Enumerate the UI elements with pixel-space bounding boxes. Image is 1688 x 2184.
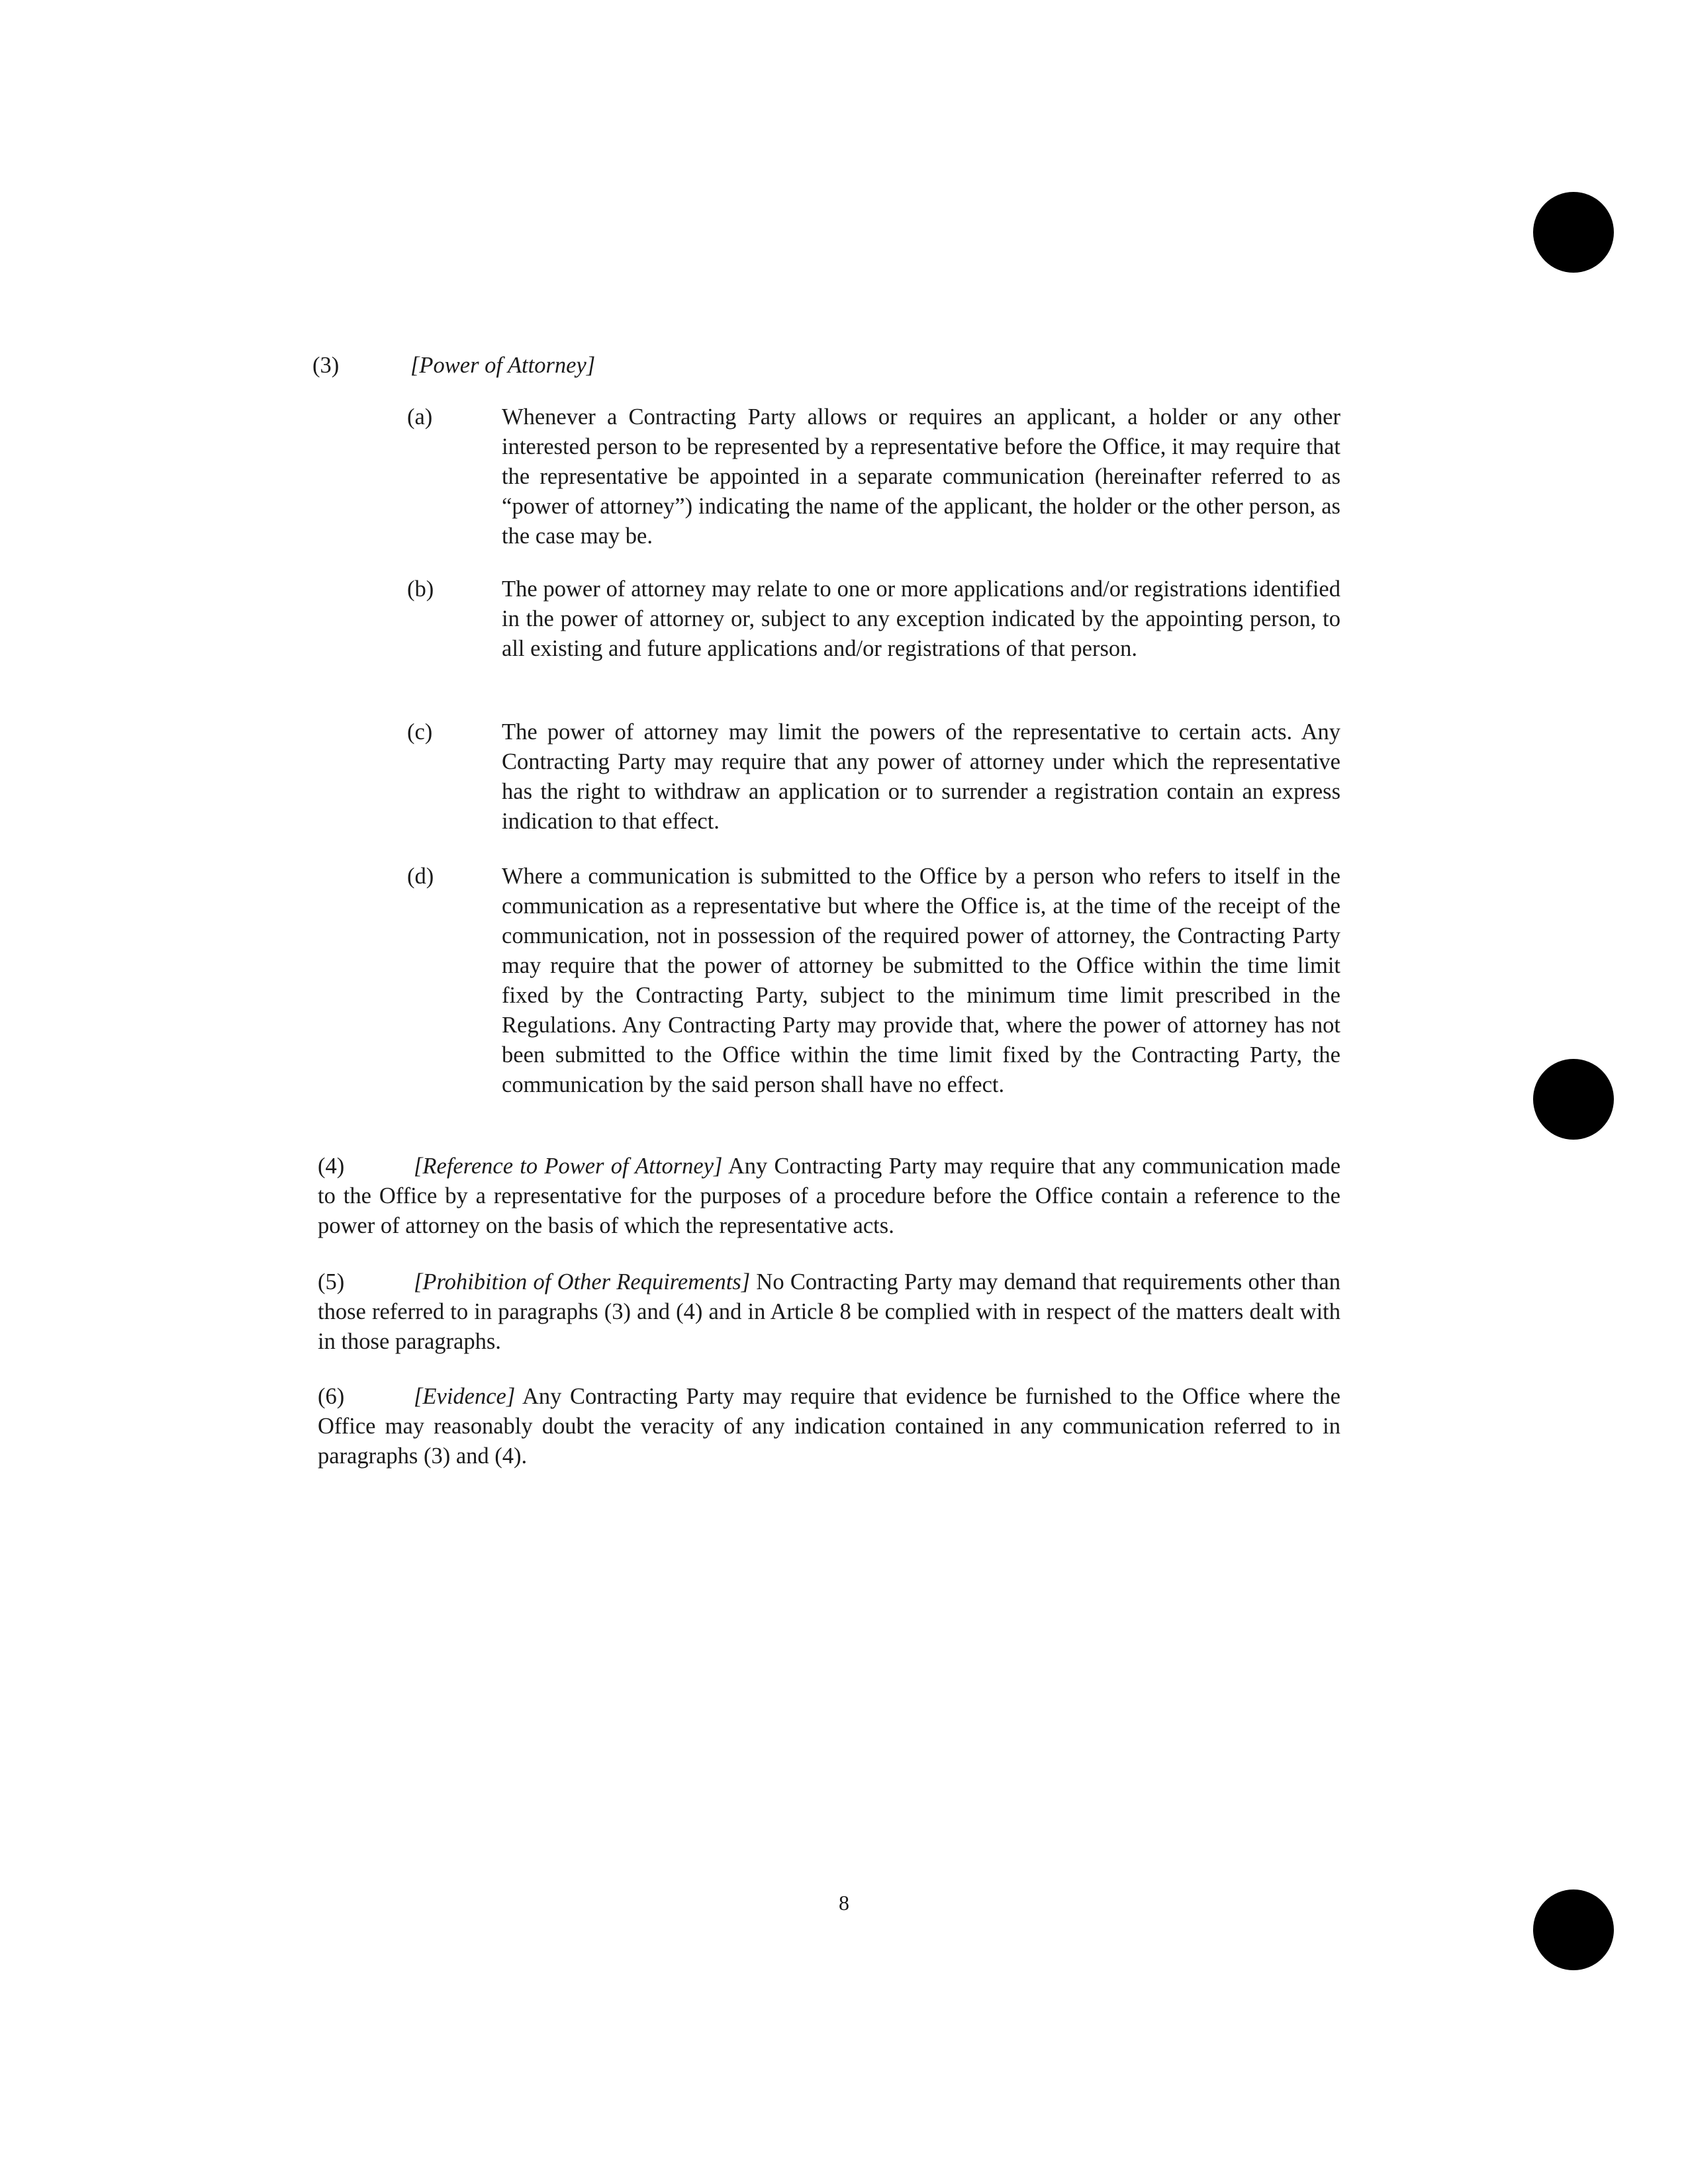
- section-6-text: Any Contracting Party may require that evidence be furnished to the Office where the Office may reasonably doubt the veracity of any indication contained in any communication referred to in paragraphs (3) and (4).: [318, 1384, 1340, 1469]
- section-6-paragraph: [318, 1382, 1340, 1471]
- section-3-number: (3): [312, 353, 340, 378]
- section-3-heading: [312, 351, 1345, 381]
- section-4-text: Any Contracting Party may require that any communication made to the Office by a representative for the purposes of a procedure before the Office contain a reference to the power of attorney on the basis of which the representative acts.: [318, 1154, 1341, 1238]
- section-4-number: (4): [318, 1154, 345, 1179]
- section-4-paragraph: [318, 1152, 1340, 1241]
- section-5-number: (5): [318, 1269, 345, 1295]
- item-label: (d): [407, 864, 434, 889]
- section-6-number: (6): [318, 1384, 345, 1409]
- item-text: The power of attorney may relate to one or more applications and/or registrations identified in the power of attorney or, subject to any exception indicated by the appointing person, to all existing and future applications and/or registrations of that person.: [502, 576, 1340, 661]
- section-3-title: [Power of Attorney]: [410, 353, 596, 378]
- section-5-title: [Prohibition of Other Requirements]: [414, 1269, 751, 1295]
- punch-hole-top: [1533, 192, 1614, 273]
- item-label: (a): [407, 404, 433, 430]
- section-5-paragraph: [318, 1267, 1340, 1357]
- section-4-title: [Reference to Power of Attorney]: [414, 1154, 723, 1179]
- page-number: 8: [839, 1891, 849, 1915]
- item-text: Where a communication is submitted to the Office by a person who refers to itself in the communication as a representative but where the Office is, at the time of the receipt of the communication, not in possession of the required power of attorney, the Contracting Party may require that the power of attorney be submitted to the Office within the time limit fixed by the Contracting Party, subject to the minimum time limit prescribed in the Regulations. Any Contracting Party may provide that, where the power of attorney has not been submitted to the Office within the time limit fixed by the Contracting Party, the communication by the said person shall have no effect.: [502, 864, 1340, 1097]
- item-label: (b): [407, 576, 434, 602]
- item-text: Whenever a Contracting Party allows or requires an applicant, a holder or any other interested person to be represented by a representative before the Office, it may require that the representative be appointed in a separate communication (hereinafter referred to as “power of attorney”) indicating the name of the applicant, the holder or the other person, as the case may be.: [502, 404, 1340, 549]
- item-label: (c): [407, 719, 433, 745]
- punch-hole-middle: [1533, 1059, 1614, 1140]
- section-6-title: [Evidence]: [414, 1384, 516, 1409]
- section-5-text: No Contracting Party may demand that requirements other than those referred to in paragraphs (3) and (4) and in Article 8 be complied with in respect of the matters dealt with in those paragraphs.: [318, 1269, 1340, 1354]
- item-text: The power of attorney may limit the powers of the representative to certain acts. Any Contracting Party may require that any power of attorney under which the representative has the right to withdraw an application or to surrender a registration contain an express indication to that effect.: [502, 719, 1340, 834]
